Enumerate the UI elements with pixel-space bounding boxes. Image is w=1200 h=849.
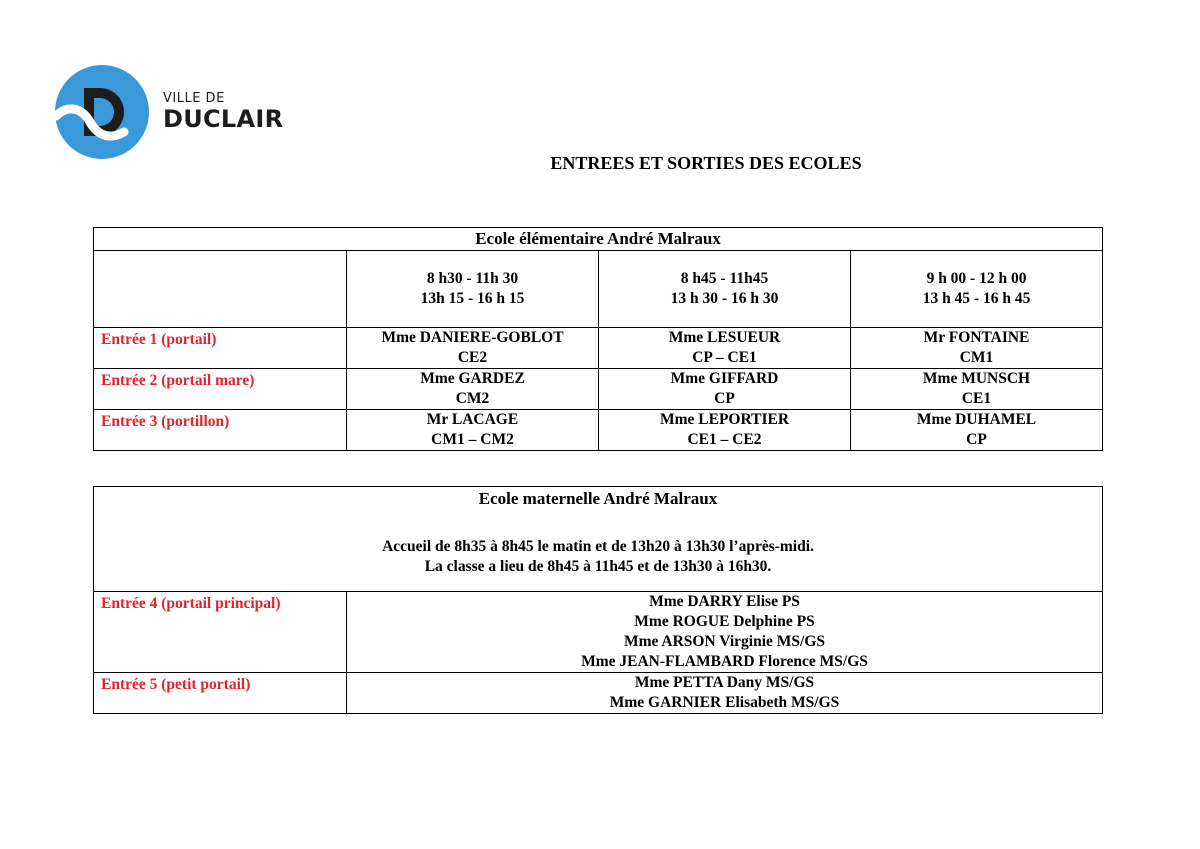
schedule-afternoon: 13 h 30 - 16 h 30	[670, 290, 779, 307]
table-row	[94, 369, 1103, 410]
class-cell	[599, 410, 851, 451]
class-level: CM1 – CM2	[431, 431, 514, 448]
teacher-entry: Mme PETTA Dany MS/GS	[634, 674, 815, 691]
class-level: CE2	[457, 349, 488, 366]
entrance-label: Entrée 3 (portillon)	[94, 410, 347, 451]
schedule-morning: 8 h45 - 11h45	[680, 270, 769, 287]
logo-small-text: VILLE DE	[163, 91, 225, 106]
nursery-info	[94, 537, 1102, 577]
teacher-name: Mr FONTAINE	[923, 329, 1030, 346]
nursery-school-header	[94, 487, 1103, 592]
entrance-label: Entrée 4 (portail principal)	[94, 592, 347, 673]
class-cell	[851, 369, 1103, 410]
page-title: ENTREES ET SORTIES DES ECOLES	[550, 153, 862, 173]
teacher-name: Mme MUNSCH	[922, 370, 1031, 387]
teacher-name: Mme DANIERE-GOBLOT	[381, 329, 564, 346]
class-cell	[851, 410, 1103, 451]
elementary-school-title: Ecole élémentaire André Malraux	[94, 228, 1103, 251]
teacher-entry: Mme JEAN-FLAMBARD Florence MS/GS	[581, 653, 868, 670]
table-row	[94, 410, 1103, 451]
schedule-morning: 8 h30 - 11h 30	[426, 270, 519, 287]
teacher-name: Mme LESUEUR	[668, 329, 781, 346]
entrance-label: Entrée 1 (portail)	[94, 328, 347, 369]
class-level: CP	[714, 390, 735, 407]
teacher-entry: Mme ARSON Virginie MS/GS	[623, 633, 826, 650]
schedule-cell	[599, 251, 851, 328]
class-level: CP	[966, 431, 987, 448]
class-level: CE1	[961, 390, 992, 407]
duclair-logo	[54, 64, 314, 164]
empty-header-cell	[94, 251, 347, 328]
teachers-cell	[347, 673, 1103, 714]
class-cell	[347, 369, 599, 410]
class-cell	[347, 328, 599, 369]
nursery-info-line: La classe a lieu de 8h45 à 11h45 et de 13h30 à 16h30.	[424, 558, 772, 575]
elementary-school-table	[93, 227, 1103, 451]
teacher-entry: Mme DARRY Elise PS	[649, 593, 800, 610]
logo-text	[163, 92, 283, 132]
schedule-afternoon: 13h 15 - 16 h 15	[420, 290, 525, 307]
nursery-school-table	[93, 486, 1103, 714]
schedule-cell	[851, 251, 1103, 328]
class-level: CM2	[455, 390, 490, 407]
class-cell	[599, 369, 851, 410]
nursery-school-title: Ecole maternelle André Malraux	[478, 489, 718, 508]
nursery-info-line: Accueil de 8h35 à 8h45 le matin et de 13h20 à 13h30 l’après-midi.	[382, 538, 814, 555]
teacher-entry: Mme ROGUE Delphine PS	[634, 613, 815, 630]
teacher-name: Mme DUHAMEL	[916, 411, 1037, 428]
class-cell	[851, 328, 1103, 369]
teachers-cell	[347, 592, 1103, 673]
class-level: CM1	[959, 349, 994, 366]
teacher-name: Mme GARDEZ	[420, 370, 525, 387]
class-cell	[347, 410, 599, 451]
teacher-name: Mme GIFFARD	[670, 370, 779, 387]
teacher-name: Mr LACAGE	[426, 411, 519, 428]
logo-big-text: DUCLAIR	[163, 105, 284, 133]
schedule-afternoon: 13 h 45 - 16 h 45	[922, 290, 1031, 307]
class-level: CP – CE1	[692, 349, 757, 366]
table-row	[94, 673, 1103, 714]
class-cell	[599, 328, 851, 369]
teacher-entry: Mme GARNIER Elisabeth MS/GS	[609, 694, 840, 711]
schedule-morning: 9 h 00 - 12 h 00	[926, 270, 1027, 287]
table-row	[94, 592, 1103, 673]
teacher-name: Mme LEPORTIER	[659, 411, 790, 428]
class-level: CE1 – CE2	[687, 431, 762, 448]
entrance-label: Entrée 2 (portail mare)	[94, 369, 347, 410]
duclair-logo-mark	[54, 64, 154, 164]
table-row	[94, 328, 1103, 369]
entrance-label: Entrée 5 (petit portail)	[94, 673, 347, 714]
schedule-cell	[347, 251, 599, 328]
